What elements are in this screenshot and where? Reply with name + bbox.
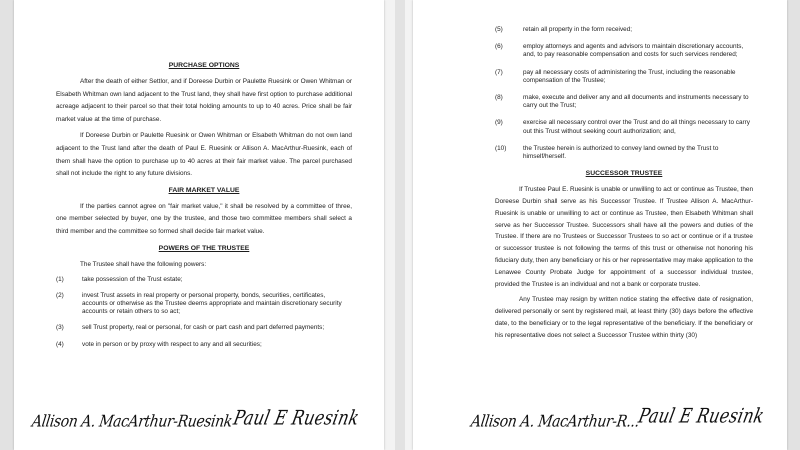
- signature-paul: Paul E Ruesink: [636, 403, 767, 428]
- power-item: [495, 145, 753, 161]
- power-item-text: sell Trust property, real or personal, for cash or part cash and part deferred payments;: [82, 324, 325, 332]
- power-item: [495, 26, 753, 34]
- power-item-number: (2): [56, 291, 64, 299]
- signature-allison: Allison A. MacArthur-R...: [469, 412, 641, 432]
- document-page-right: [413, 0, 787, 450]
- power-item-text: retain all property in the form received;: [523, 26, 633, 33]
- power-item: [495, 94, 753, 110]
- power-item: [56, 276, 352, 284]
- signature-allison: Allison A. MacArthur-Ruesink: [30, 412, 234, 432]
- purchase-options-paragraph-2: If Doreese Durbin or Paulette Ruesink or Owen Whitman or Elsabeth Whitman do not own land adjacent to the Trust land after the death of Paul E. Ruesink or Allison A. MacArthur-Ruesink, each of them shall have the option to purchase up to 40 acres at their fair market value. The parcel purchased shall not include the right to any future divisions.: [56, 132, 352, 178]
- power-item-number: (7): [495, 68, 503, 76]
- power-item-number: (8): [495, 94, 503, 102]
- power-item-number: (6): [495, 43, 503, 51]
- power-item: [56, 341, 352, 349]
- power-item-text: the Trustee herein is authorized to convey land owned by the Trust to himself/herself.: [523, 144, 719, 161]
- page-divider: [395, 0, 405, 450]
- purchase-options-paragraph-1: After the death of either Settlor, and if Doreese Durbin or Paulette Ruesink or Owen Whitman or Elsabeth Whitman own land adjacent to the Trust land, they shall have first option to purchase additional acreage adjacent to their parcel so that their total holding amounts to up to 40 acres. Price shall be fair market value at the time of purchase.: [56, 78, 352, 123]
- power-item-text: take possession of the Trust estate;: [82, 275, 183, 283]
- power-item-number: (5): [495, 26, 503, 33]
- power-item-text: make, execute and deliver any and all documents and instruments necessary to carry out the Trust;: [523, 94, 749, 110]
- successor-trustee-paragraph-1: If Trustee Paul E. Ruesink is unable or unwilling to act or continue as Trustee, then Doreese Durbin shall serve as his Successor Trustee. If Trustee Allison A. MacArthur-Ruesink is unable or unwilling to act or continue as Trustee, then Elsabeth Whitman shall serve as her Successor Trustee. Successors shall have all the powers and duties of the Trustee. If there are no Trustees or Successor Trustees to so act or continue or if a trustee or successor trustee is not following the terms of this trust or otherwise not honoring his fiduciary duty, then any beneficiary or his or her representative may make application to the Lenawee County Probate Judge for appointment of a successor individual trustee, provided the Trustee is an individual and not a bank or corporate trustee.: [495, 186, 753, 288]
- power-item-text: pay all necessary costs of administering the Trust, including the reasonable compensation of the Trustee;: [523, 68, 736, 84]
- document-page-left: [14, 0, 384, 450]
- signature-area: [425, 398, 779, 442]
- power-item-text: employ attorneys and agents and advisors to maintain discretionary accounts, and, to pay reasonable compensation and costs for such services rendered;: [523, 43, 744, 59]
- successor-trustee-paragraph-2: Any Trustee may resign by written notice stating the effective date of resignation, delivered personally or sent by registered mail, at least thirty (30) days before the effective date, to the beneficiary or to the legal representative of the beneficiary. If the beneficiary or his representative does not select a Successor Trustee within thirty (30): [495, 296, 753, 339]
- power-item: [495, 43, 753, 59]
- power-item-text: exercise all necessary control over the Trust and do all things necessary to carry out this Trust without seeking court authorization; and,: [523, 119, 750, 135]
- power-item: [495, 119, 753, 135]
- power-item-number: (9): [495, 119, 503, 127]
- successor-trustee-heading: SUCCESSOR TRUSTEE: [585, 170, 663, 178]
- power-item: [56, 292, 352, 317]
- powers-intro: The Trustee shall have the following powers:: [80, 260, 207, 268]
- power-item-number: (10): [495, 144, 507, 152]
- power-item: [56, 324, 352, 332]
- signature-area: [26, 398, 376, 442]
- purchase-options-heading: PURCHASE OPTIONS: [168, 62, 240, 69]
- powers-heading: POWERS OF THE TRUSTEE: [158, 244, 250, 252]
- signature-paul: Paul E Ruesink: [231, 405, 362, 430]
- power-item-text: invest Trust assets in real property or personal property, bonds, securities, certificates, accounts or otherwise as the Trustee deems appropriate and maintain discretionary security accounts or retain others to so act;: [82, 291, 342, 316]
- power-item-number: (4): [56, 340, 64, 348]
- right-margin-strip: [787, 0, 800, 450]
- power-item-number: (1): [56, 275, 64, 283]
- fair-market-value-paragraph: If the parties cannot agree on "fair market value," it shall be resolved by a committee of three, one member selected by buyer, one by the trustee, and those two committee members shall select a third member and the committee so formed shall decide fair market value.: [56, 202, 352, 235]
- power-item-text: vote in person or by proxy with respect to any and all securities;: [82, 340, 262, 348]
- fair-market-value-heading: FAIR MARKET VALUE: [168, 186, 240, 194]
- page-body: [56, 56, 352, 357]
- power-item: [495, 69, 753, 85]
- left-margin-strip: [0, 0, 14, 450]
- power-item-number: (3): [56, 324, 64, 332]
- page-body: [495, 26, 753, 346]
